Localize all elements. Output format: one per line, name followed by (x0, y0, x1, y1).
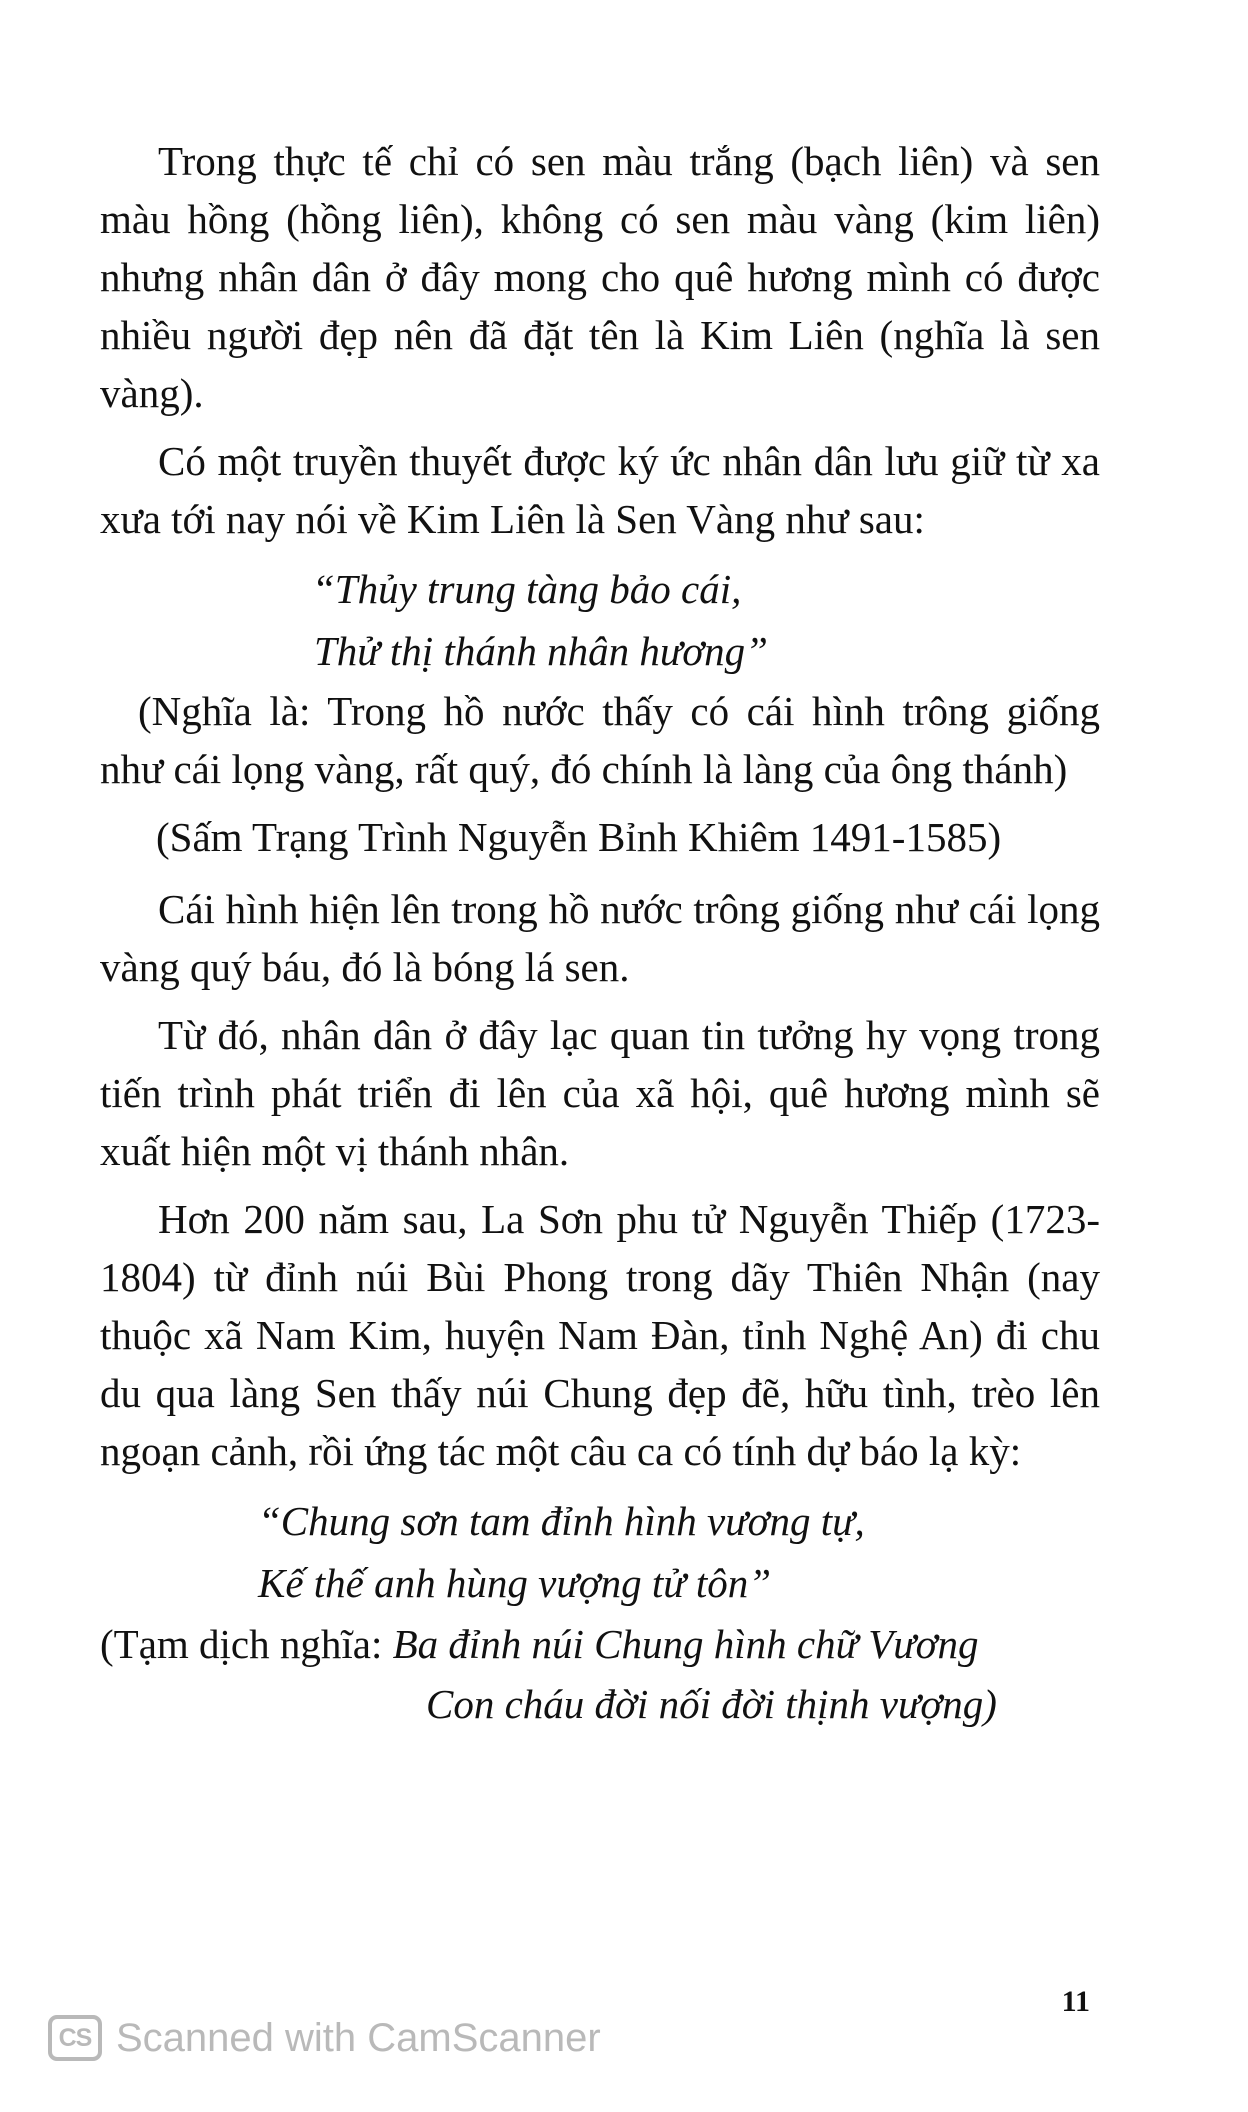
camscanner-logo-icon: CS (48, 2015, 102, 2061)
paragraph-legend-intro: Có một truyền thuyết được ký ức nhân dân lưu giữ từ xa xưa tới nay nói về Kim Liên là Sen Vàng như sau: (100, 438, 1100, 542)
poem-chung-line-2: Kế thế anh hùng vượng tử tôn” (258, 1560, 772, 1606)
poem-prophecy-line-1: “Thủy trung tàng bảo cái, (312, 566, 742, 612)
attribution-trang-trinh: (Sấm Trạng Trình Nguyễn Bỉnh Khiêm 1491-1585) (156, 814, 1002, 860)
paragraph-nguyen-thiep: Hơn 200 năm sau, La Sơn phu tử Nguyễn Thiếp (1723-1804) từ đỉnh núi Bùi Phong trong dãy Thiên Nhận (nay thuộc xã Nam Kim, huyện Nam Đàn, tỉnh Nghệ An) đi chu du qua làng Sen thấy núi Chung đẹp đẽ, hữu tình, trèo lên ngoạn cảnh, rồi ứng tác một câu ca có tính dự báo lạ kỳ: (100, 1196, 1100, 1474)
poem-prophecy (100, 558, 1100, 682)
poem-chung-mountain (100, 1490, 1100, 1614)
paragraph-meaning: (Nghĩa là: Trong hồ nước thấy có cái hình trông giống như cái lọng vàng, rất quý, đó chính là làng của ông thánh) (100, 688, 1100, 792)
paragraph-lotus-colors: Trong thực tế chỉ có sen màu trắng (bạch liên) và sen màu hồng (hồng liên), không có sen màu vàng (kim liên) nhưng nhân dân ở đây mong cho quê hương mình có được nhiều người đẹp nên đã đặt tên là Kim Liên (nghĩa là sen vàng). (100, 138, 1100, 416)
poem-chung-line-1: “Chung sơn tam đỉnh hình vương tự, (258, 1498, 865, 1544)
camscanner-watermark (48, 2008, 601, 2068)
paragraph-lotus-leaf: Cái hình hiện lên trong hồ nước trông giống như cái lọng vàng quý báu, đó là bóng lá sen. (100, 886, 1100, 990)
translation-line-2: Con cháu đời nối đời thịnh vượng) (426, 1681, 997, 1727)
camscanner-watermark-text: Scanned with CamScanner (116, 2015, 601, 2060)
page-body (100, 132, 1100, 1734)
paragraph-optimism: Từ đó, nhân dân ở đây lạc quan tin tưởng hy vọng trong tiến trình phát triển đi lên của xã hội, quê hương mình sẽ xuất hiện một vị thánh nhân. (100, 1012, 1100, 1174)
poem-prophecy-line-2: Thử thị thánh nhân hương” (314, 628, 768, 674)
page-number: 11 (1061, 1985, 1090, 2018)
translation-block (100, 1614, 1100, 1734)
translation-line-1: Ba đỉnh núi Chung hình chữ Vương (392, 1621, 979, 1667)
translation-label: (Tạm dịch nghĩa: (100, 1621, 393, 1667)
